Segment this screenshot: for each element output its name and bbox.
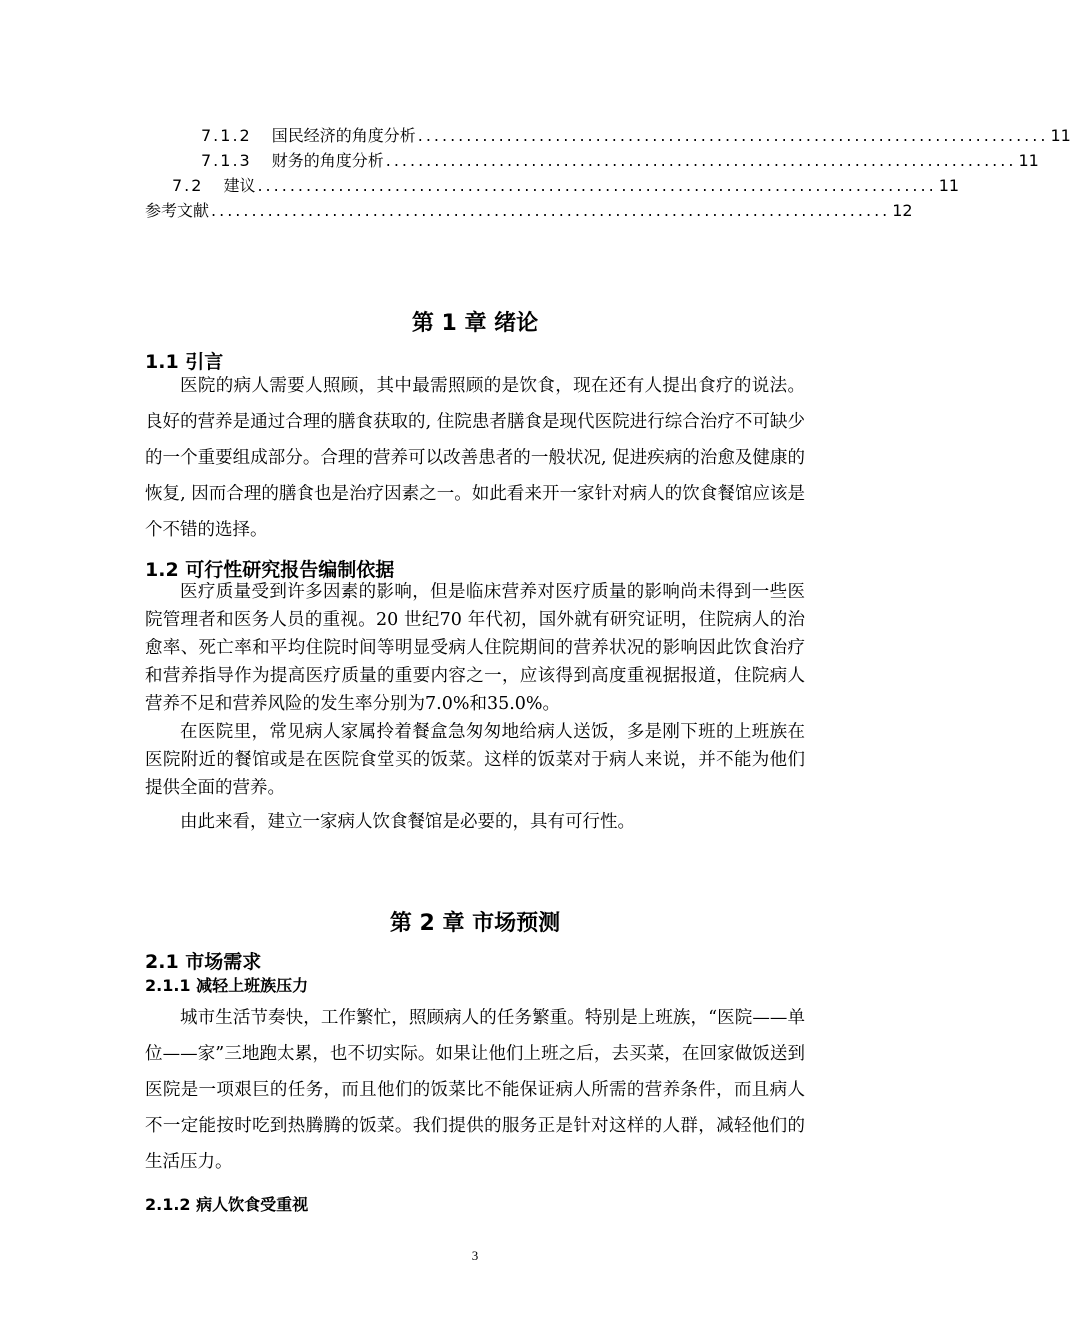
toc-entry-page: 11 bbox=[938, 176, 960, 195]
toc-entry-page: 11 bbox=[1050, 126, 1071, 145]
section-paragraph: 医院的病人需要人照顾，其中最需照顾的是饮食，现在还有人提出食疗的说法。良好的营养是通过合理的膳食获取的, 住院患者膳食是现代医院进行综合治疗不可缺少的一个重要组成部分。合理的营养可以改善患者的一般状况, 促进疾病的治愈及健康的恢复, 因而合理的膳食也是治疗因素之一。如此看来开一家针对病人的饮食餐馆应该是个不错的选择。 bbox=[145, 376, 805, 540]
section-heading: 1.2 可行性研究报告编制依据 bbox=[145, 559, 395, 581]
toc-entry-number: 7.2 bbox=[172, 176, 204, 195]
toc-entry[interactable] bbox=[201, 149, 1039, 173]
toc-entry-number: 7.1.3 bbox=[201, 151, 252, 170]
toc-leader-dots: .................................................................................... bbox=[257, 176, 937, 195]
toc-entry-page: 12 bbox=[892, 201, 913, 220]
section-heading: 1.1 引言 bbox=[145, 351, 224, 373]
toc-entry[interactable] bbox=[201, 124, 1071, 148]
toc-entry-page: 11 bbox=[1018, 151, 1039, 170]
section-paragraph: 医疗质量受到许多因素的影响，但是临床营养对医疗质量的影响尚未得到一些医院管理者和医务人员的重视。20 世纪70 年代初，国外就有研究证明，住院病人的治愈率、死亡率和平均住院时间等明显受病人住院期间的营养状况的影响因此饮食治疗和营养指导作为提高医疗质量的重要内容之一，应该得到高度重视据报道，住院病人营养不足和营养风险的发生率分别为7.0%和35.0%。 bbox=[145, 582, 805, 714]
section-heading: 2.1 市场需求 bbox=[145, 951, 262, 973]
toc-leader-dots: .................................................................................... bbox=[211, 201, 891, 220]
page-number: 3 bbox=[471, 1248, 479, 1263]
toc-entry-number: 7.1.2 bbox=[201, 126, 252, 145]
subsection-heading: 2.1.2 病人饮食受重视 bbox=[145, 1195, 309, 1214]
section-paragraph: 城市生活节奏快，工作繁忙，照顾病人的任务繁重。特别是上班族，“医院——单位——家”三地跑太累，也不切实际。如果让他们上班之后，去买菜，在回家做饭送到医院是一项艰巨的任务，而且他们的饭菜比不能保证病人所需的营养条件，而且病人不一定能按时吃到热腾腾的饭菜。我们提供的服务正是针对这样的人群，减轻他们的生活压力。 bbox=[145, 1008, 805, 1172]
chapter-title: 第 2 章 市场预测 bbox=[389, 911, 561, 936]
toc-entry[interactable] bbox=[172, 174, 960, 198]
section-paragraph: 在医院里，常见病人家属拎着餐盒急匆匆地给病人送饭，多是刚下班的上班族在医院附近的餐馆或是在医院食堂买的饭菜。这样的饭菜对于病人来说，并不能为他们提供全面的营养。 bbox=[145, 722, 805, 798]
toc-entry-title: 参考文献 bbox=[145, 201, 210, 220]
subsection-heading: 2.1.1 减轻上班族压力 bbox=[145, 976, 309, 995]
toc-entry-title: 国民经济的角度分析 bbox=[271, 126, 416, 145]
toc-leader-dots: .............................................................................. bbox=[417, 126, 1049, 145]
toc-entry[interactable] bbox=[145, 199, 913, 223]
toc-leader-dots: .............................................................................. bbox=[385, 151, 1017, 170]
toc-entry-title: 建议 bbox=[223, 176, 256, 195]
toc-entry-title: 财务的角度分析 bbox=[271, 151, 384, 170]
section-paragraph: 由此来看，建立一家病人饮食餐馆是必要的，具有可行性。 bbox=[180, 812, 635, 832]
chapter-title: 第 1 章 绪论 bbox=[411, 311, 539, 336]
